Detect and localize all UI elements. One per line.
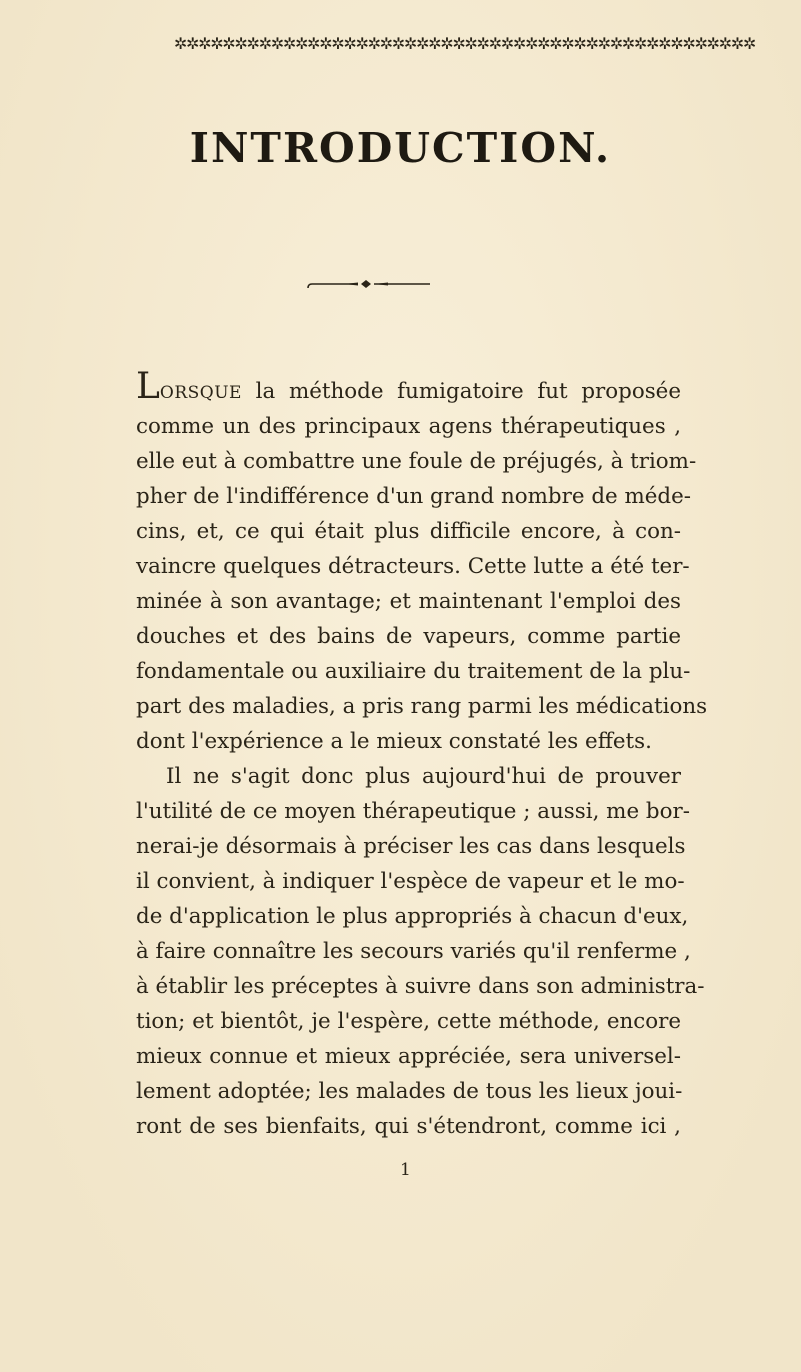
text-line: vaincre quelques détracteurs. Cette lutte a été ter- bbox=[136, 554, 690, 579]
text-line: comme un des principaux agens thérapeutiques , bbox=[136, 414, 681, 439]
text-line: dont l'expérience a le mieux constaté les effets. bbox=[136, 729, 652, 754]
text-line: minée à son avantage; et maintenant l'emploi des bbox=[136, 589, 681, 614]
decorative-rule bbox=[306, 279, 432, 293]
text-line bbox=[136, 366, 681, 409]
page-number: 1 bbox=[400, 1160, 411, 1180]
text-line: de d'application le plus appropriés à chacun d'eux, bbox=[136, 904, 689, 929]
text-line: Il ne s'agit donc plus aujourd'hui de prouver bbox=[166, 764, 681, 789]
text-line: tion; et bientôt, je l'espère, cette méthode, encore bbox=[136, 1009, 681, 1034]
text-line: lement adoptée; les malades de tous les lieux joui- bbox=[136, 1079, 683, 1104]
line-text: la méthode fumigatoire fut proposée bbox=[241, 379, 681, 404]
text-line: douches et des bains de vapeurs, comme partie bbox=[136, 624, 681, 649]
body-text bbox=[136, 366, 708, 1144]
text-line: cins, et, ce qui était plus difficile encore, à con- bbox=[136, 519, 681, 544]
text-line: part des maladies, a pris rang parmi les médications bbox=[136, 694, 708, 719]
page-title: INTRODUCTION. bbox=[189, 124, 612, 172]
text-line: pher de l'indifférence d'un grand nombre de méde- bbox=[136, 484, 691, 509]
text-line: à établir les préceptes à suivre dans son administra- bbox=[136, 974, 705, 999]
text-line: fondamentale ou auxiliaire du traitement de la plu- bbox=[136, 659, 691, 684]
text-line: nerai-je désormais à préciser les cas dans lesquels bbox=[136, 834, 686, 859]
text-line: elle eut à combattre une foule de préjugés, à triom- bbox=[136, 449, 697, 474]
text-line: il convient, à indiquer l'espèce de vapeur et le mo- bbox=[136, 869, 685, 894]
text-line: à faire connaître les secours variés qu'il renferme , bbox=[136, 939, 691, 964]
drop-cap: L bbox=[136, 366, 160, 407]
text-line: l'utilité de ce moyen thérapeutique ; aussi, me bor- bbox=[136, 799, 690, 824]
text-line: ront de ses bienfaits, qui s'étendront, comme ici , bbox=[136, 1114, 681, 1139]
opening-smallcaps: ORSQUE bbox=[159, 383, 242, 403]
text-line: mieux connue et mieux appréciée, sera universel- bbox=[136, 1044, 681, 1069]
ornamental-border: ✲✲✲✲✲✲✲✲✲✲✲✲✲✲✲✲✲✲✲✲✲✲✲✲✲✲✲✲✲✲✲✲✲✲✲✲✲✲✲✲✲✲✲✲✲✲✲✲ bbox=[174, 34, 756, 53]
